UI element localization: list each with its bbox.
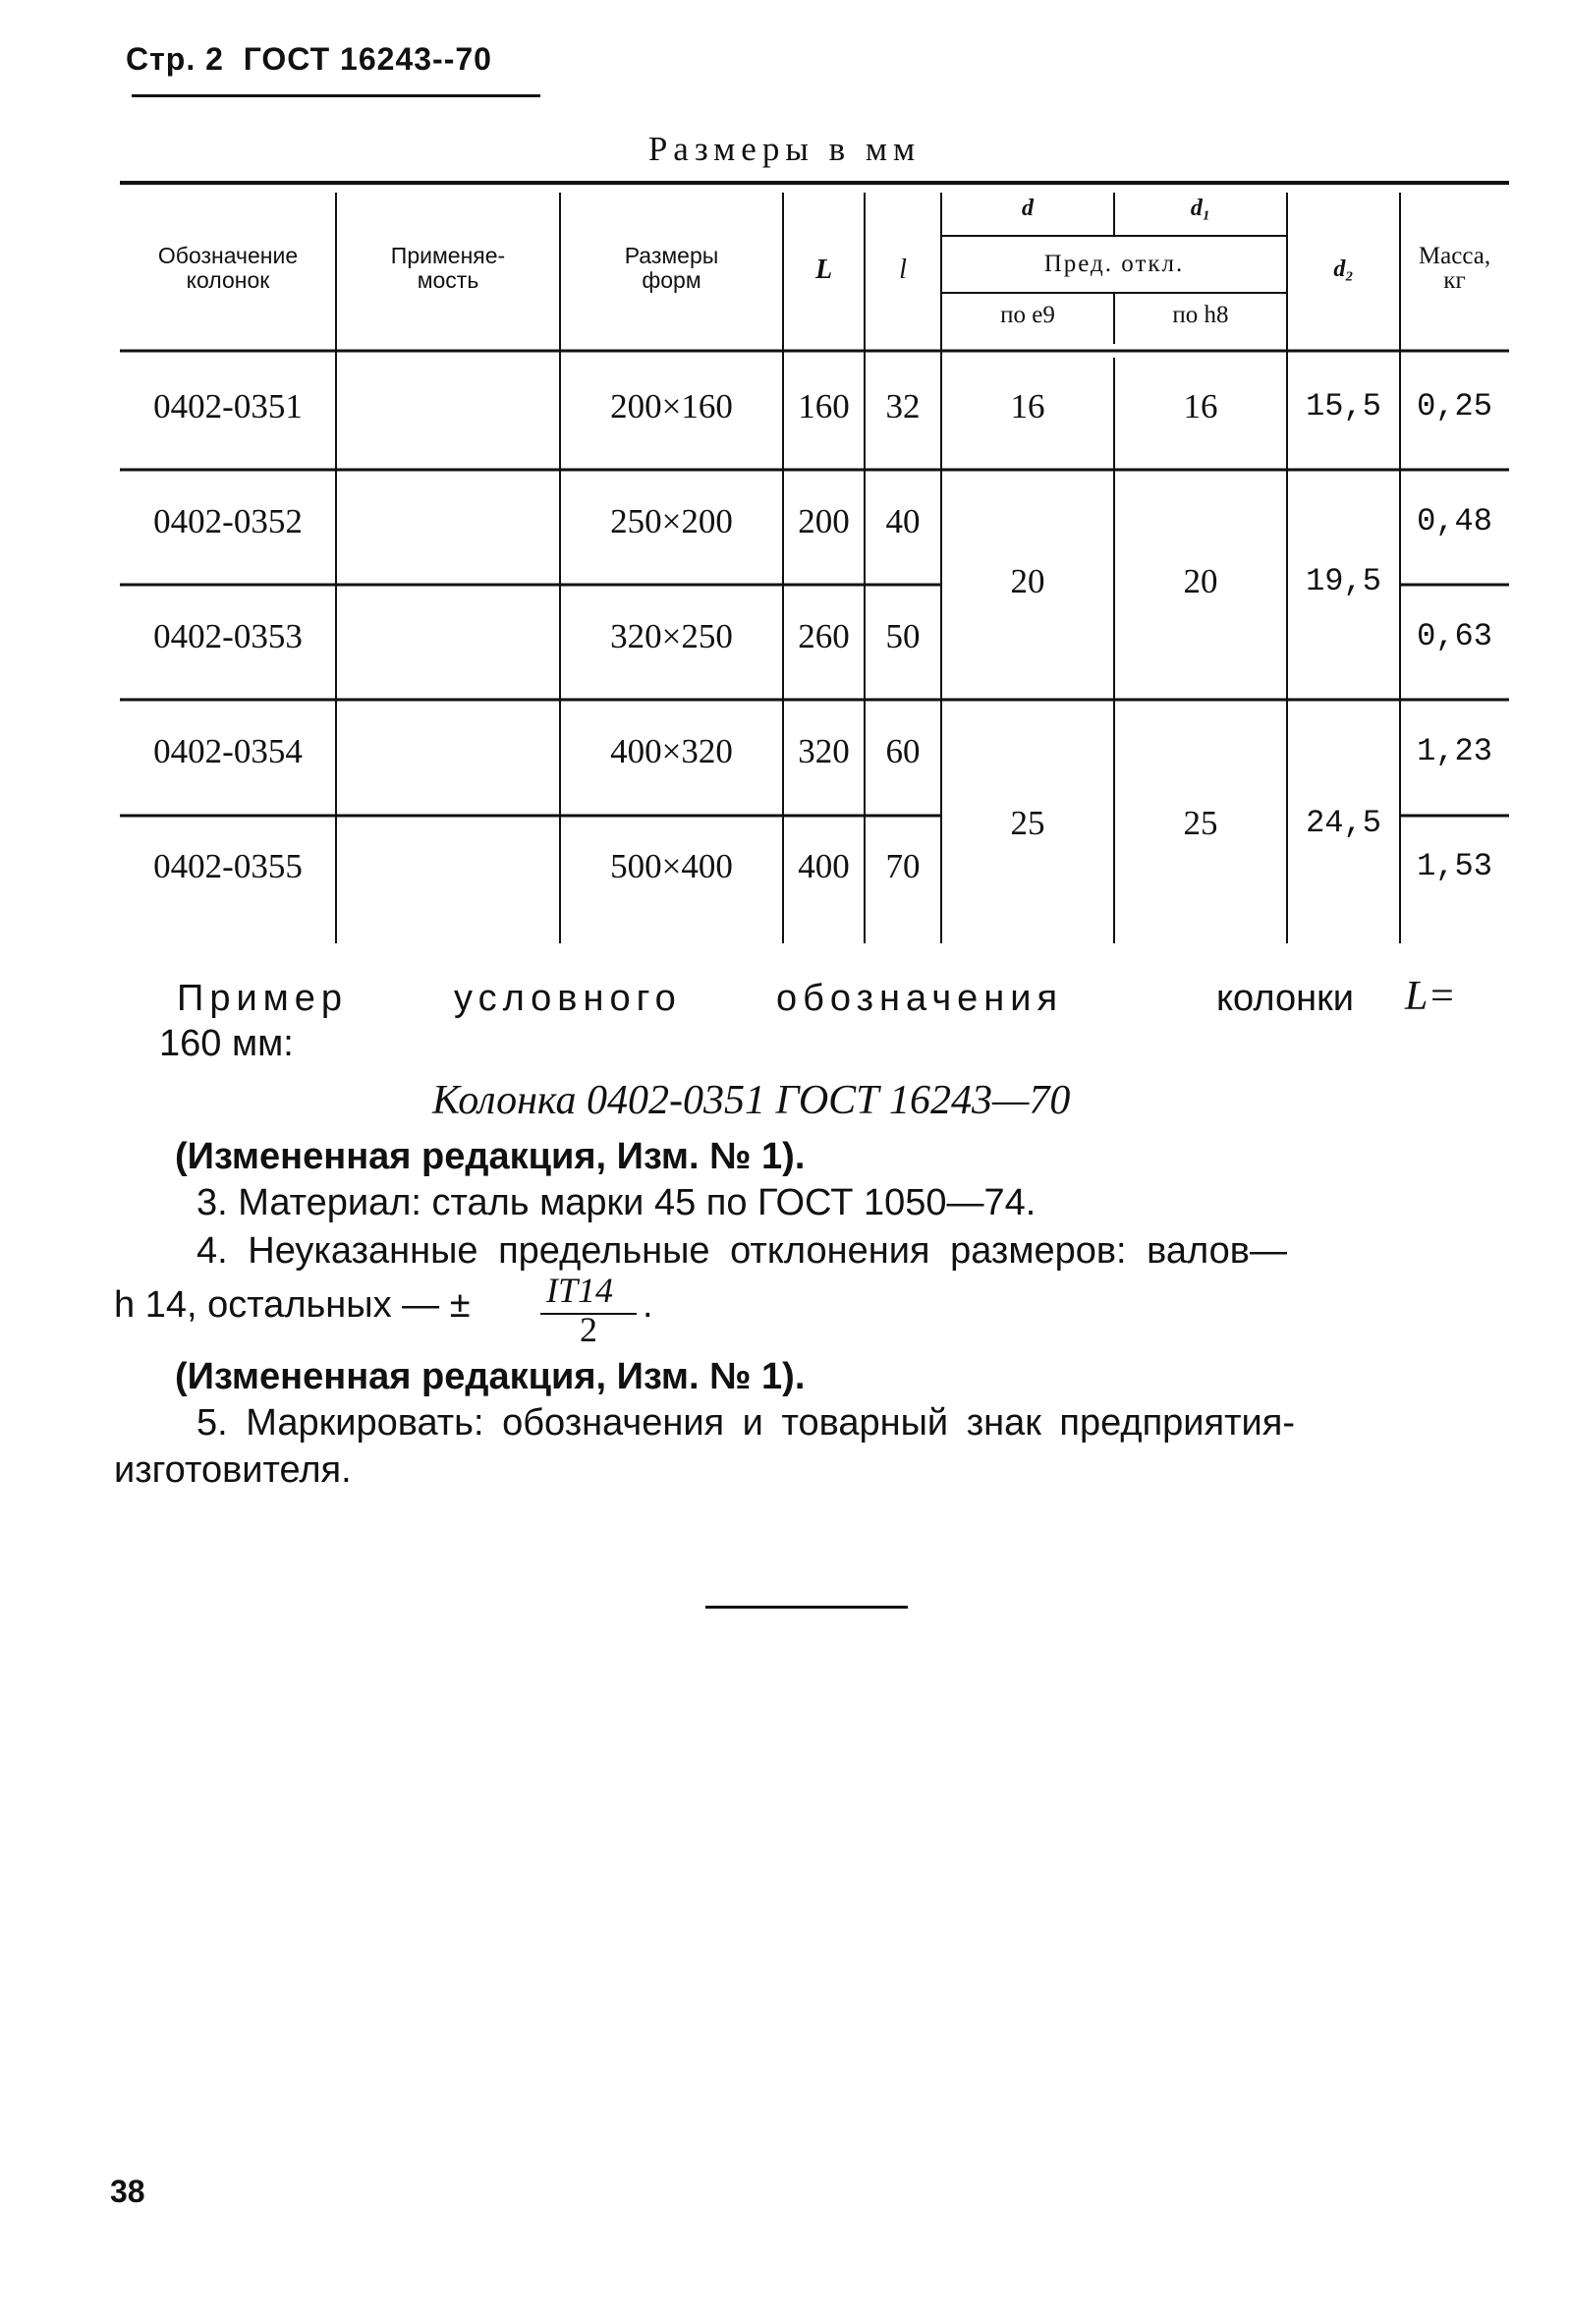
table-cell-form-size: 500×400 [610,847,733,885]
table-cell-d1: 20 [1183,562,1218,600]
page-number: 38 [110,2174,145,2209]
item-4-line2: h 14, остальных — ± [114,1284,471,1326]
page-label: Стр. 2 [126,41,224,77]
example-line-2: 160 мм: [159,1023,294,1064]
table-cell-d1: 16 [1183,387,1218,425]
col-header-d2: d₂ [1333,256,1354,282]
table-cell-L: 400 [798,847,850,885]
table-cell-l: 50 [885,617,921,655]
col-header-l: l [899,255,907,285]
col-header-tol-d: по e9 [1000,302,1055,328]
col-header-applicability-line1: Применяе- [390,243,506,268]
table-cell-form-size: 400×320 [610,732,733,770]
table-cell-mass: 0,25 [1417,388,1492,425]
col-header-L: L [814,255,833,285]
table-cell-mass: 1,23 [1417,733,1492,769]
table-grid [0,0,1569,943]
table-cell-designation: 0402-0352 [153,502,303,540]
table-cell-l: 32 [885,387,921,425]
table-cell-l: 60 [885,732,921,770]
revision-note-1: (Измененная редакция, Изм. № 1). [175,1136,806,1177]
col-header-tolerance: Пред. откл. [1043,251,1185,277]
table-cell-designation: 0402-0353 [153,617,303,655]
item-5-line1: 5. Маркировать: обозначения и товарный знак предприятия- [196,1402,1295,1444]
item-4-period: . [643,1284,653,1326]
example-word-1: Пример [177,978,349,1019]
col-header-applicability-line2: мость [417,267,479,293]
table-cell-form-size: 200×160 [610,387,733,425]
table-cell-d1: 25 [1183,804,1218,842]
col-header-mass [1400,244,1509,293]
item-4-line1: 4. Неуказанные предельные отклонения размеров: валов— [196,1230,1287,1272]
item-3: 3. Материал: сталь марки 45 по ГОСТ 1050—74. [196,1182,1037,1223]
standard-code: ГОСТ 16243--70 [243,41,492,77]
col-header-form-sizes-line1: Размеры [624,243,719,268]
table-cell-mass: 0,48 [1417,503,1492,539]
table-cell-designation: 0402-0354 [153,732,303,770]
example-L-symbol: L= [1405,974,1456,1019]
end-rule [705,1606,908,1609]
col-header-mass-line1: Масса, [1418,243,1491,269]
tolerance-fraction-denominator: 2 [580,1310,597,1349]
col-header-d: d [1022,196,1034,221]
table-cell-form-size: 250×200 [610,502,733,540]
table-cell-l: 70 [885,847,921,885]
col-header-designation [120,244,336,293]
table-cell-designation: 0402-0355 [153,847,303,885]
table-cell-L: 260 [798,617,850,655]
table-cell-d: 25 [1010,804,1045,842]
col-header-form-sizes-line2: форм [642,267,701,293]
col-header-designation-line1: Обозначение [157,243,299,268]
item-5-line2: изготовителя. [114,1449,352,1491]
col-header-applicability [336,244,560,293]
table-cell-designation: 0402-0351 [153,387,303,425]
table-cell-d2: 19,5 [1306,563,1381,599]
table-cell-L: 200 [798,502,850,540]
col-header-tol-d1: по h8 [1172,302,1229,328]
table-cell-L: 160 [798,387,850,425]
table-cell-l: 40 [885,502,921,540]
table-cell-d2: 24,5 [1306,805,1381,841]
table-cell-mass: 1,53 [1417,848,1492,884]
table-cell-d: 20 [1010,562,1045,600]
table-cell-L: 320 [798,732,850,770]
table-cell-d2: 15,5 [1306,388,1381,425]
tolerance-fraction-numerator: IT14 [546,1271,614,1310]
col-header-d1: d₁ [1190,196,1211,221]
units-caption: Размеры в мм [647,130,922,168]
table-cell-d: 16 [1010,387,1045,425]
example-word-2: условного [454,978,682,1019]
col-header-designation-line2: колонок [186,267,270,293]
example-designation: Колонка 0402-0351 ГОСТ 16243—70 [432,1078,1071,1123]
example-word-4: колонки [1216,978,1354,1019]
revision-note-2: (Измененная редакция, Изм. № 1). [175,1356,806,1397]
col-header-mass-line2: кг [1443,267,1466,294]
table-cell-mass: 0,63 [1417,618,1492,654]
example-word-3: обозначения [776,978,1064,1019]
table-cell-form-size: 320×250 [610,617,733,655]
col-header-form-sizes [560,244,783,293]
